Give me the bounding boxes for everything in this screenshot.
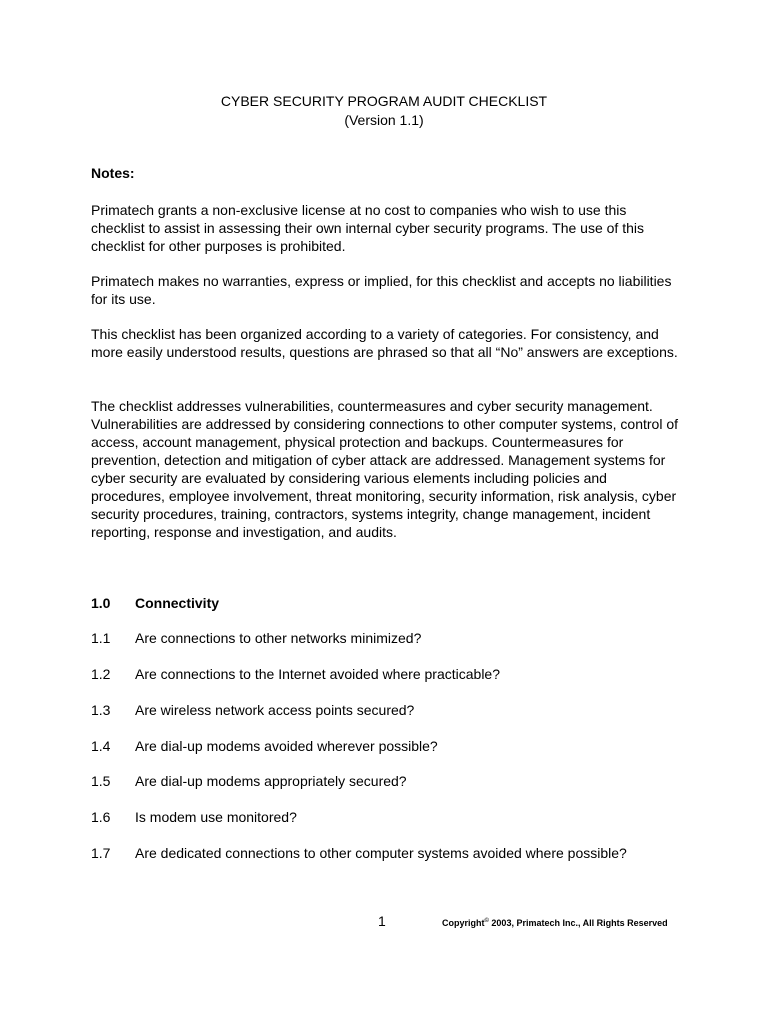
document-version: (Version 1.1) — [344, 112, 424, 128]
section-heading-connectivity — [91, 594, 219, 613]
question-number: 1.5 — [91, 773, 111, 789]
checklist-question — [91, 772, 407, 791]
checklist-question — [91, 737, 438, 756]
page-number: 1 — [378, 913, 386, 929]
notes-paragraph-license: Primatech grants a non-exclusive license at no cost to companies who wish to use this checklist to assist in assessing their own internal cyber security programs. The use of this checklist for other purposes is prohibited. — [91, 202, 644, 254]
question-text: Are dial-up modems appropriately secured? — [135, 773, 407, 789]
question-text: Are connections to the Internet avoided where practicable? — [135, 666, 501, 682]
question-number: 1.3 — [91, 702, 111, 718]
question-number: 1.2 — [91, 666, 111, 682]
question-text: Is modem use monitored? — [135, 809, 297, 825]
question-number: 1.6 — [91, 809, 111, 825]
checklist-question — [91, 629, 421, 648]
copyright-symbol: © — [484, 918, 489, 924]
question-text: Are dedicated connections to other computer systems avoided where possible? — [135, 845, 627, 861]
copyright-prefix: Copyright — [442, 918, 485, 928]
question-text: Are dial-up modems avoided wherever possible? — [135, 738, 438, 754]
notes-paragraph-organization: This checklist has been organized according to a variety of categories. For consistency, and more easily understood results, questions are phrased so that all “No” answers are exceptions. — [91, 326, 678, 360]
question-text: Are connections to other networks minimized? — [135, 630, 422, 646]
question-number: 1.1 — [91, 630, 111, 646]
copyright-notice — [442, 917, 668, 929]
checklist-question — [91, 701, 414, 720]
checklist-question — [91, 844, 627, 863]
checklist-question — [91, 808, 297, 827]
document-title: CYBER SECURITY PROGRAM AUDIT CHECKLIST — [220, 93, 548, 109]
section-title: Connectivity — [135, 595, 220, 611]
question-number: 1.7 — [91, 845, 111, 861]
notes-paragraph-scope: The checklist addresses vulnerabilities, countermeasures and cyber security management. Vulnerabilities are addressed by considering connections to other computer systems, control of access, account management, physical protection and backups. Countermeasures for prevention, detection and mitigation of cyber attack are addressed. Management systems for cyber security are evaluated by considering various elements including policies and procedures, employee involvement, threat monitoring, security information, risk analysis, cyber security procedures, training, contractors, systems integrity, change management, incident reporting, response and investigation, and audits. — [91, 398, 679, 540]
copyright-text: 2003, Primatech Inc., All Rights Reserved — [488, 918, 668, 928]
notes-heading: Notes: — [91, 165, 135, 181]
question-text: Are wireless network access points secured? — [135, 702, 415, 718]
notes-paragraph-warranty: Primatech makes no warranties, express or implied, for this checklist and accepts no liabilities for its use. — [91, 273, 672, 307]
section-number: 1.0 — [91, 595, 111, 611]
checklist-question — [91, 665, 500, 684]
document-title-block — [0, 92, 768, 130]
question-number: 1.4 — [91, 738, 111, 754]
